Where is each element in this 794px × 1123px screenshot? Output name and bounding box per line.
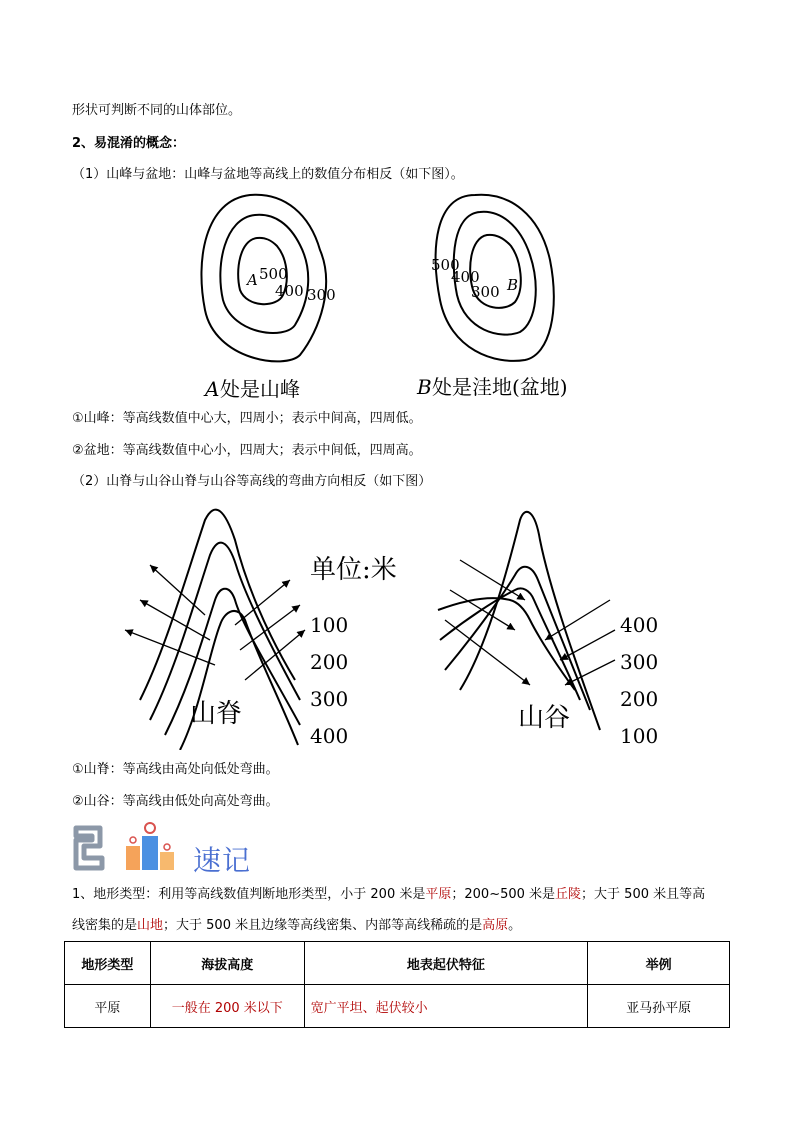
- ridge-contour-4: [180, 611, 298, 750]
- section-title: 速记: [193, 844, 252, 877]
- ridge-value: 400: [310, 724, 349, 748]
- text-span: ；200~500 米是: [451, 887, 556, 902]
- terrain-table: [64, 941, 730, 1028]
- valley-arrow: [460, 560, 525, 600]
- table-header-row: [65, 942, 730, 985]
- paragraph-line: [72, 917, 521, 935]
- text-line: （2）山脊与山谷山脊与山谷等高线的弯曲方向相反（如下图）: [72, 474, 432, 489]
- valley-contour-3: [440, 588, 580, 700]
- table-header: 地形类型: [65, 942, 151, 985]
- section-heading: 2、易混淆的概念：: [72, 136, 186, 151]
- valley-label: 山谷: [518, 703, 571, 733]
- table-row: [65, 985, 730, 1028]
- table-cell: 宽广平坦、起伏较小: [304, 985, 588, 1028]
- text-line: ①山脊：等高线由高处向低处弯曲。: [72, 762, 279, 777]
- basin-caption-letter: B: [417, 375, 432, 399]
- ridge-contour-1: [140, 510, 295, 700]
- basin-value-400: 400: [451, 268, 480, 286]
- peak-value-500: 500: [259, 265, 288, 283]
- text-line: （1）山峰与盆地：山峰与盆地等高线上的数值分布相反（如下图）。: [72, 167, 464, 182]
- ridge-arrow: [150, 565, 205, 615]
- valley-arrow: [560, 630, 615, 660]
- text-line: 形状可判断不同的山体部位。: [72, 103, 242, 118]
- ridge-arrow: [140, 600, 210, 640]
- basin-caption: 处是洼地(盆地): [432, 375, 568, 399]
- basin-letter: B: [507, 276, 519, 294]
- ridge-value: 200: [310, 650, 349, 674]
- ridge-arrow: [245, 630, 305, 680]
- text-span: ；大于 500 米且边缘等高线密集、内部等高线稀疏的是: [163, 918, 483, 933]
- text-line: ②盆地：等高线数值中心小，四周大；表示中间低，四周高。: [72, 443, 422, 458]
- peak-caption: 处是山峰: [220, 377, 300, 401]
- ridge-contour-2: [150, 543, 300, 720]
- text-span: 。: [508, 918, 522, 933]
- table-cell: 亚马孙平原: [588, 985, 730, 1028]
- table-cell: 一般在 200 米以下: [150, 985, 304, 1028]
- valley-value: 400: [620, 613, 659, 637]
- peak-basin-figure: [195, 190, 625, 405]
- ridge-label: 山脊: [190, 699, 243, 729]
- peak-value-400: 400: [275, 282, 304, 300]
- table-header: 地表起伏特征: [304, 942, 588, 985]
- text-line: ①山峰：等高线数值中心大，四周小；表示中间高，四周低。: [72, 411, 422, 426]
- keyword-hills: 丘陵: [555, 887, 582, 902]
- unit-label: 单位:米: [310, 555, 397, 585]
- text-span: ；大于 500 米且等高: [581, 887, 706, 902]
- ridge-value: 100: [310, 613, 349, 637]
- keyword-mountain: 山地: [137, 918, 164, 933]
- peak-letter: A: [247, 271, 258, 289]
- valley-value: 200: [620, 687, 659, 711]
- valley-value: 100: [620, 724, 659, 748]
- table-header: 海拔高度: [150, 942, 304, 985]
- text-line: ②山谷：等高线由低处向高处弯曲。: [72, 794, 279, 809]
- paragraph-line: [72, 886, 705, 904]
- valley-value: 300: [620, 650, 659, 674]
- table-cell: 平原: [65, 985, 151, 1028]
- basin-value-300: 300: [471, 283, 500, 301]
- table-header: 举例: [588, 942, 730, 985]
- podium-icon: [124, 822, 178, 872]
- peak-value-300: 300: [307, 286, 336, 304]
- keyword-plateau: 高原: [482, 918, 509, 933]
- basin-value-500: 500: [431, 256, 460, 274]
- peak-caption-letter: A: [205, 377, 220, 401]
- text-span: 线密集的是: [72, 918, 138, 933]
- section-number-icon: [72, 822, 112, 874]
- text-span: 1、地形类型：利用等高线数值判断地形类型，小于 200 米是: [72, 887, 426, 902]
- ridge-valley-figure: [120, 500, 680, 750]
- ridge-value: 300: [310, 687, 349, 711]
- keyword-plain: 平原: [425, 887, 452, 902]
